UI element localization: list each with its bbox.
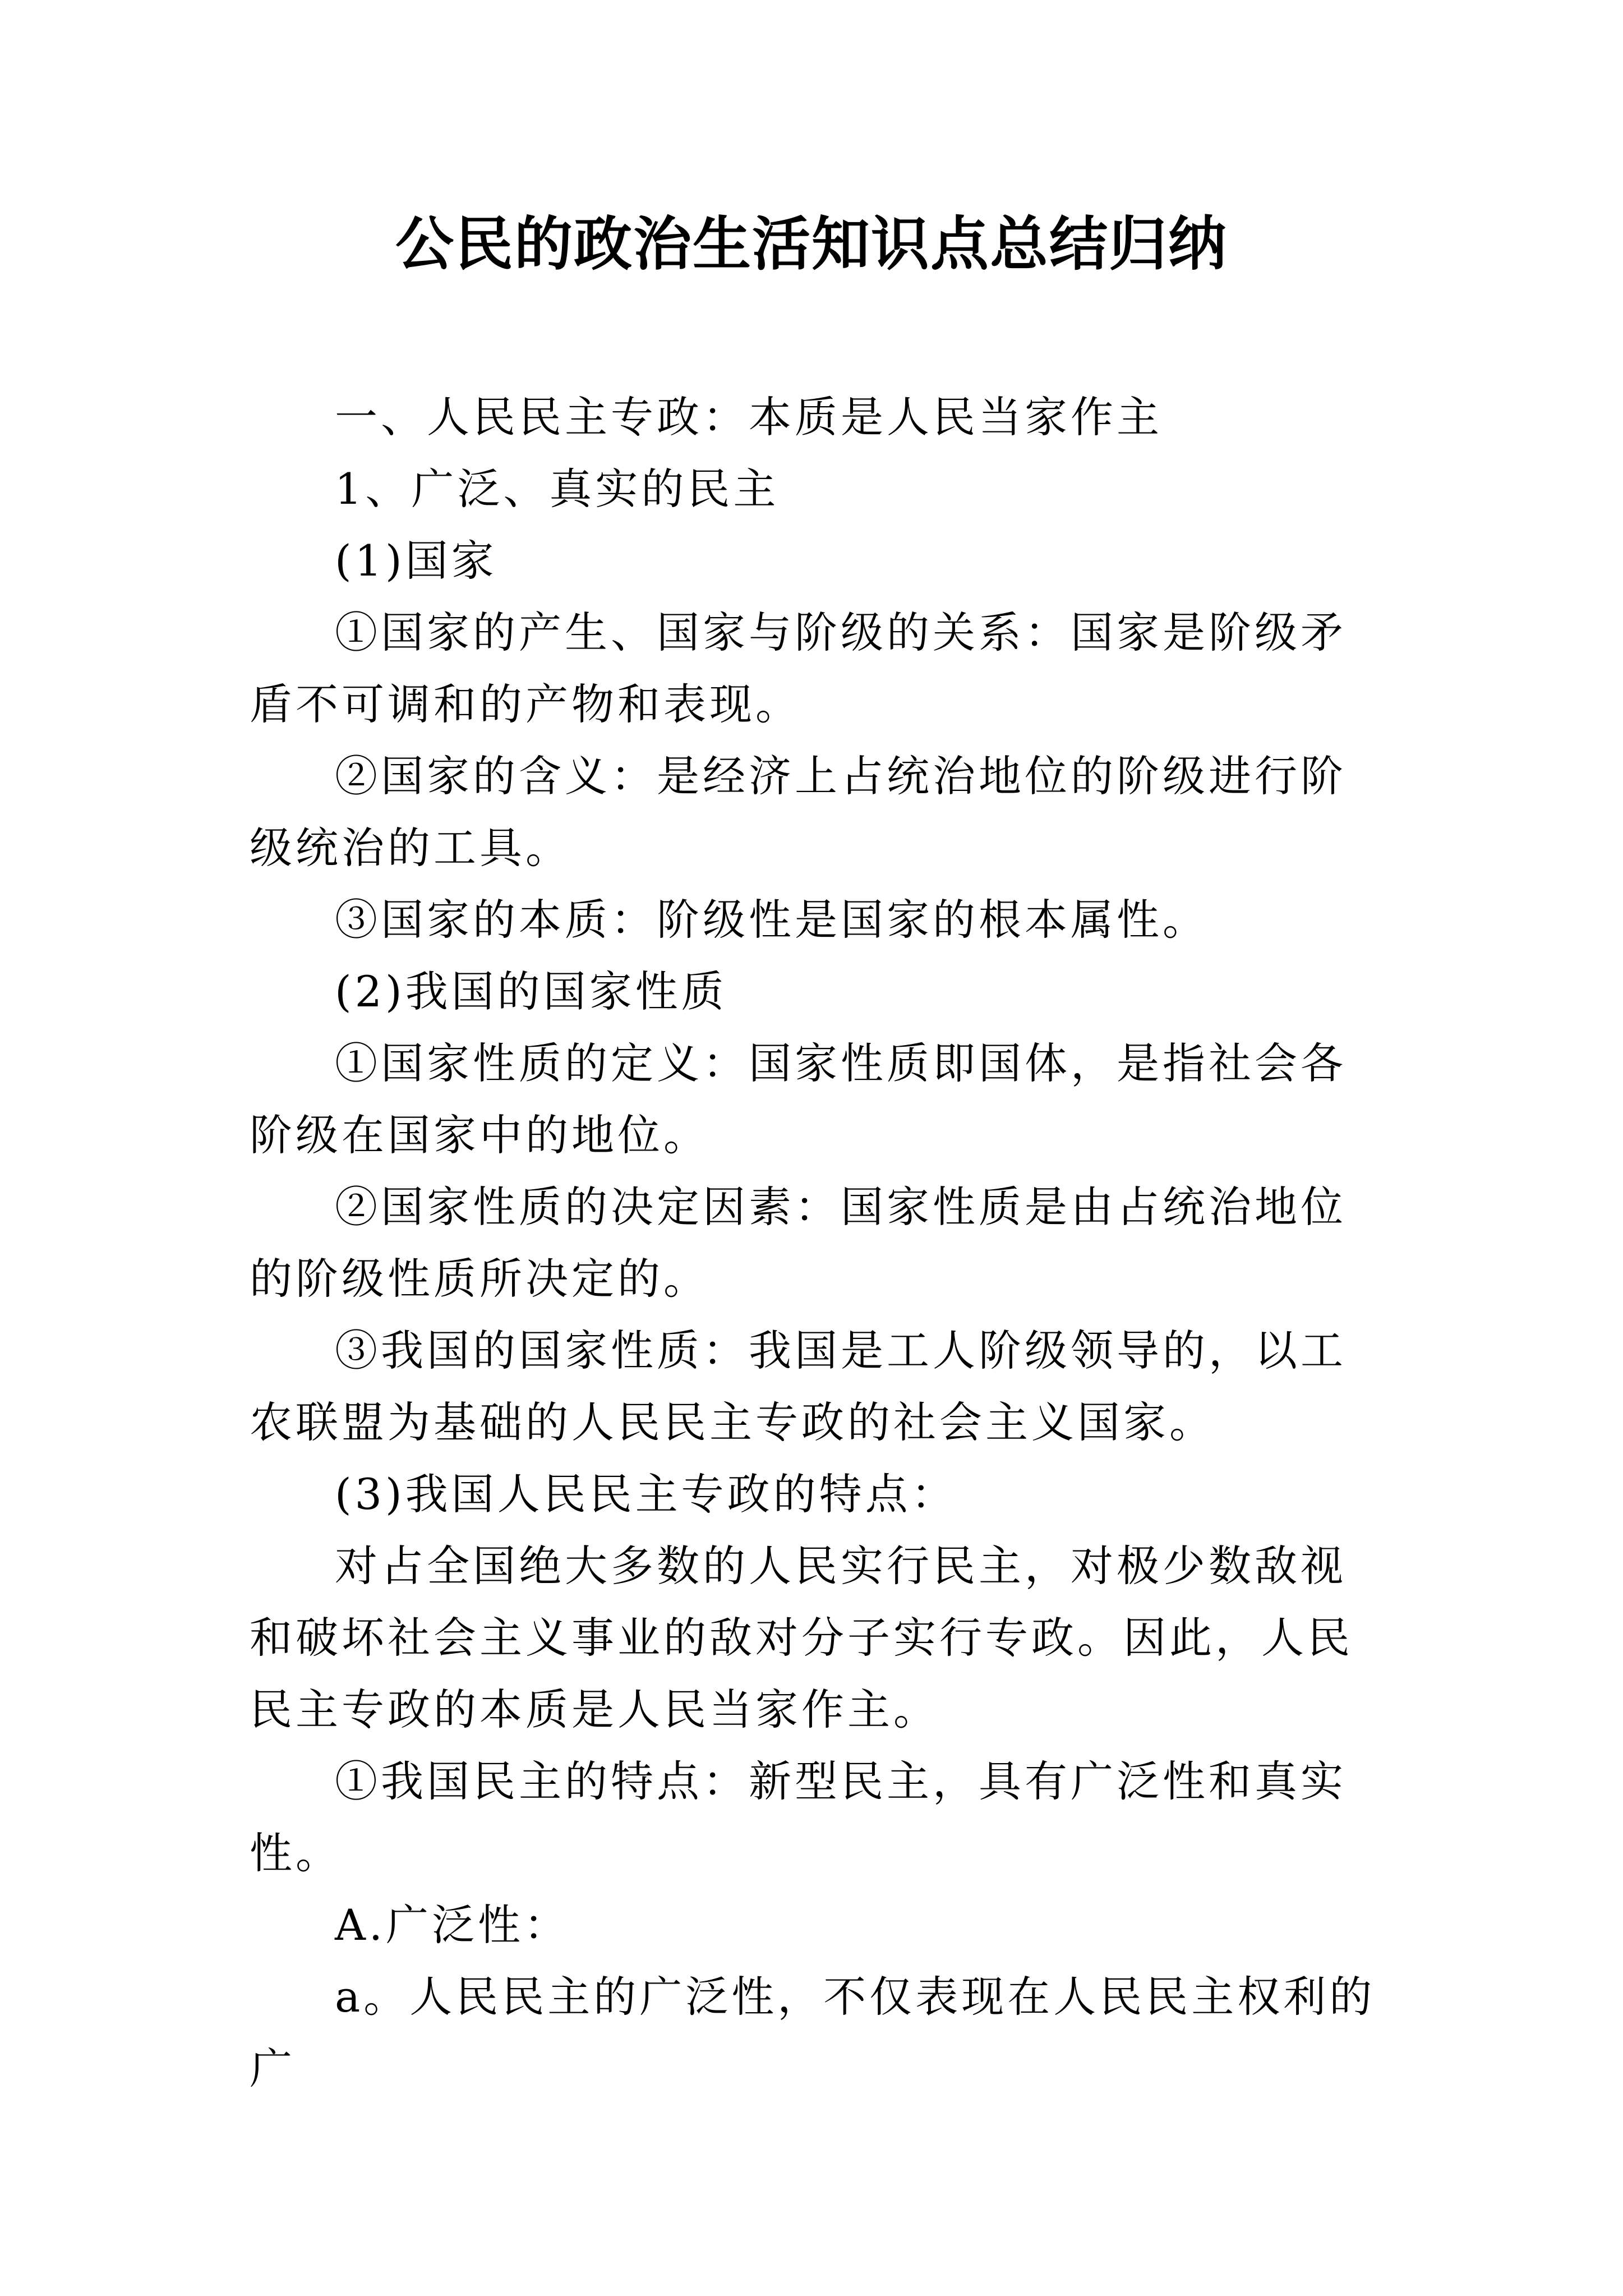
paragraph: ③我国的国家性质：我国是工人阶级领导的，以工农联盟为基础的人民民主专政的社会主义国家。 — [250, 1326, 1347, 1447]
topic-heading: (3)我国人民民主专政的特点： — [335, 1469, 957, 1519]
paragraph: ①国家性质的定义：国家性质即国体，是指社会各阶级在国家中的地位。 — [250, 1038, 1347, 1160]
paragraph: a。人民民主的广泛性，不仅表现在人民民主权利的广 — [250, 1972, 1376, 2093]
paragraph: 对占全国绝大多数的人民实行民主，对极少数敌视和破坏社会主义事业的敌对分子实行专政。因此，人民民主专政的本质是人民当家作主。 — [250, 1541, 1353, 1734]
document-body — [250, 381, 1382, 2105]
subsection-heading: 1、广泛、真实的民主 — [335, 464, 780, 514]
paragraph: ③国家的本质：阶级性是国家的根本属性。 — [335, 895, 1209, 945]
topic-heading: (1)国家 — [335, 536, 497, 586]
paragraph: ②国家的含义：是经济上占统治地位的阶级进行阶级统治的工具。 — [250, 751, 1347, 873]
document-title: 公民的政治生活知识点总结归纳 — [395, 209, 1228, 278]
paragraph: ①国家的产生、国家与阶级的关系：国家是阶级矛盾不可调和的产物和表现。 — [250, 608, 1347, 729]
paragraph: ①我国民主的特点：新型民主，具有广泛性和真实性。 — [250, 1756, 1347, 1878]
paragraph: A.广泛性： — [335, 1900, 570, 1950]
topic-heading: (2)我国的国家性质 — [335, 967, 727, 1016]
paragraph: ②国家性质的决定因素：国家性质是由占统治地位的阶级性质所决定的。 — [250, 1182, 1347, 1304]
section-heading: 一、人民民主专政：本质是人民当家作主 — [335, 392, 1163, 442]
